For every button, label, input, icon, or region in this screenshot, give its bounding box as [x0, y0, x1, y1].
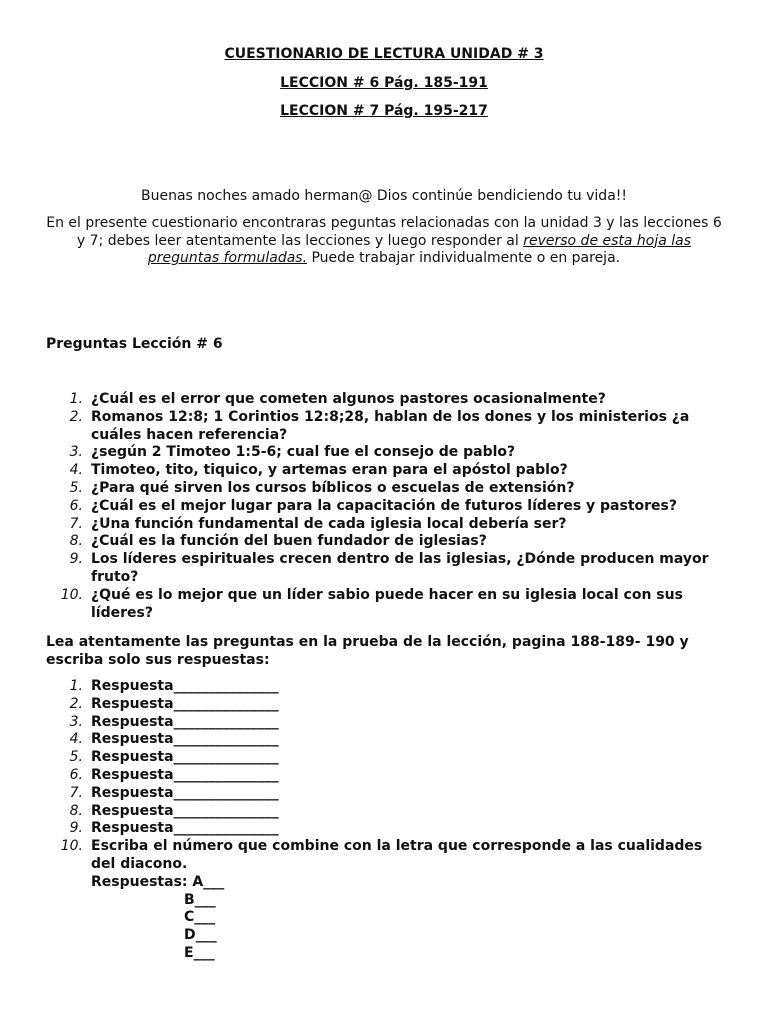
item-number: 1.	[69, 678, 83, 694]
list-item	[0, 480, 768, 498]
item-number: 10.	[60, 586, 83, 603]
list-item	[0, 391, 768, 409]
list-item	[0, 409, 768, 445]
item-number: 5.	[69, 479, 83, 496]
list-item-matching	[0, 838, 768, 891]
question-text: ¿Una función fundamental de cada iglesia local debería ser?	[91, 515, 567, 532]
answer-blank: Respuesta_______________	[91, 678, 279, 694]
answer-letter-d	[0, 927, 768, 945]
question-text: ¿Para qué sirven los cursos bíblicos o escuelas de extensión?	[91, 479, 575, 496]
list-item	[0, 767, 768, 785]
answers-label: Respuestas: A___	[91, 873, 225, 890]
matching-question	[91, 838, 711, 891]
list-item	[0, 820, 768, 838]
item-number: 2.	[69, 408, 83, 425]
letter-blank: B___	[184, 891, 216, 908]
answer-instructions: Lea atentamente las preguntas en la prueba de la lección, pagina 188-189- 190 y escriba solo sus respuestas:	[46, 634, 689, 668]
question-text: ¿Qué es lo mejor que un líder sabio puede hacer en su iglesia local con sus líderes?	[91, 586, 683, 621]
document-title: CUESTIONARIO DE LECTURA UNIDAD # 3	[224, 46, 544, 62]
item-number: 3.	[69, 444, 83, 461]
question-text: ¿según 2 Timoteo 1:5-6; cual fue el consejo de pablo?	[91, 444, 516, 461]
list-item	[0, 678, 768, 696]
answers-list	[0, 678, 768, 963]
item-number: 4.	[69, 731, 83, 748]
item-number: 6.	[69, 766, 83, 783]
list-item	[0, 516, 768, 534]
item-number: 8.	[69, 802, 83, 819]
item-number: 7.	[69, 515, 83, 532]
list-item	[0, 785, 768, 803]
list-item	[0, 731, 768, 749]
answer-blank: Respuesta_______________	[91, 695, 279, 712]
question-text: ¿Cuál es la función del buen fundador de iglesias?	[91, 533, 487, 550]
list-item	[0, 498, 768, 516]
greeting-text: Buenas noches amado herman@ Dios continúe bendiciendo tu vida!!	[141, 188, 627, 204]
item-number: 8.	[69, 533, 83, 550]
questions-list	[0, 391, 768, 622]
item-number: 5.	[69, 749, 83, 766]
list-item	[0, 696, 768, 714]
question-text: Los líderes espirituales crecen dentro de las iglesias, ¿Dónde producen mayor fruto?	[91, 551, 709, 585]
item-number: 3.	[69, 713, 83, 730]
intro-underlined-text: reverso de esta hoja las preguntas formuladas.	[147, 232, 692, 266]
list-item	[0, 533, 768, 551]
answer-blank: Respuesta_______________	[91, 731, 279, 748]
item-number: 1.	[69, 391, 83, 407]
item-number: 10.	[60, 838, 83, 855]
item-number: 9.	[69, 551, 83, 568]
item-number: 4.	[69, 462, 83, 479]
section-title: Preguntas Lección # 6	[46, 336, 223, 352]
question-text: ¿Cuál es el mejor lugar para la capacitación de futuros líderes y pastores?	[91, 497, 677, 514]
letter-blank: E___	[184, 944, 215, 961]
list-item	[0, 444, 768, 462]
item-number: 2.	[69, 695, 83, 712]
question-text: Timoteo, tito, tiquico, y artemas eran para el apóstol pablo?	[91, 462, 568, 479]
intro-paragraph	[46, 215, 722, 268]
matching-instruction: Escriba el número que combine con la letra que corresponde a las cualidades del diacono.	[91, 838, 703, 872]
answer-blank: Respuesta_______________	[91, 802, 279, 819]
answer-letter-c	[0, 909, 768, 927]
item-number: 9.	[69, 820, 83, 837]
list-item	[0, 587, 768, 623]
answer-letter-b	[0, 892, 768, 910]
letter-blank: D___	[184, 927, 217, 944]
answer-blank: Respuesta_______________	[91, 784, 279, 801]
question-text: Romanos 12:8; 1 Corintios 12:8;28, hablan de los dones y los ministerios ¿a cuáles hacen referencia?	[91, 408, 690, 443]
list-item	[0, 803, 768, 821]
answer-blank: Respuesta_______________	[91, 766, 279, 783]
lesson-6-heading: LECCION # 6 Pág. 185-191	[280, 75, 488, 91]
item-number: 7.	[69, 784, 83, 801]
question-text: ¿Cuál es el error que cometen algunos pastores ocasionalmente?	[91, 391, 606, 407]
list-item	[0, 462, 768, 480]
intro-text-2: Puede trabajar individualmente o en pareja.	[307, 250, 621, 266]
lesson-7-heading: LECCION # 7 Pág. 195-217	[280, 103, 488, 119]
answer-letter-e	[0, 945, 768, 963]
item-number: 6.	[69, 497, 83, 514]
list-item	[0, 551, 768, 587]
list-item	[0, 714, 768, 732]
answer-blank: Respuesta_______________	[91, 749, 279, 766]
answer-blank: Respuesta_______________	[91, 820, 279, 837]
letter-blank: C___	[184, 909, 216, 926]
list-item	[0, 749, 768, 767]
intro-text-1: En el presente cuestionario encontraras peguntas relacionadas con la unidad 3 y las lecciones 6 y 7; debes leer atentamente las lecciones y luego responder al	[46, 215, 722, 249]
answer-blank: Respuesta_______________	[91, 713, 279, 730]
